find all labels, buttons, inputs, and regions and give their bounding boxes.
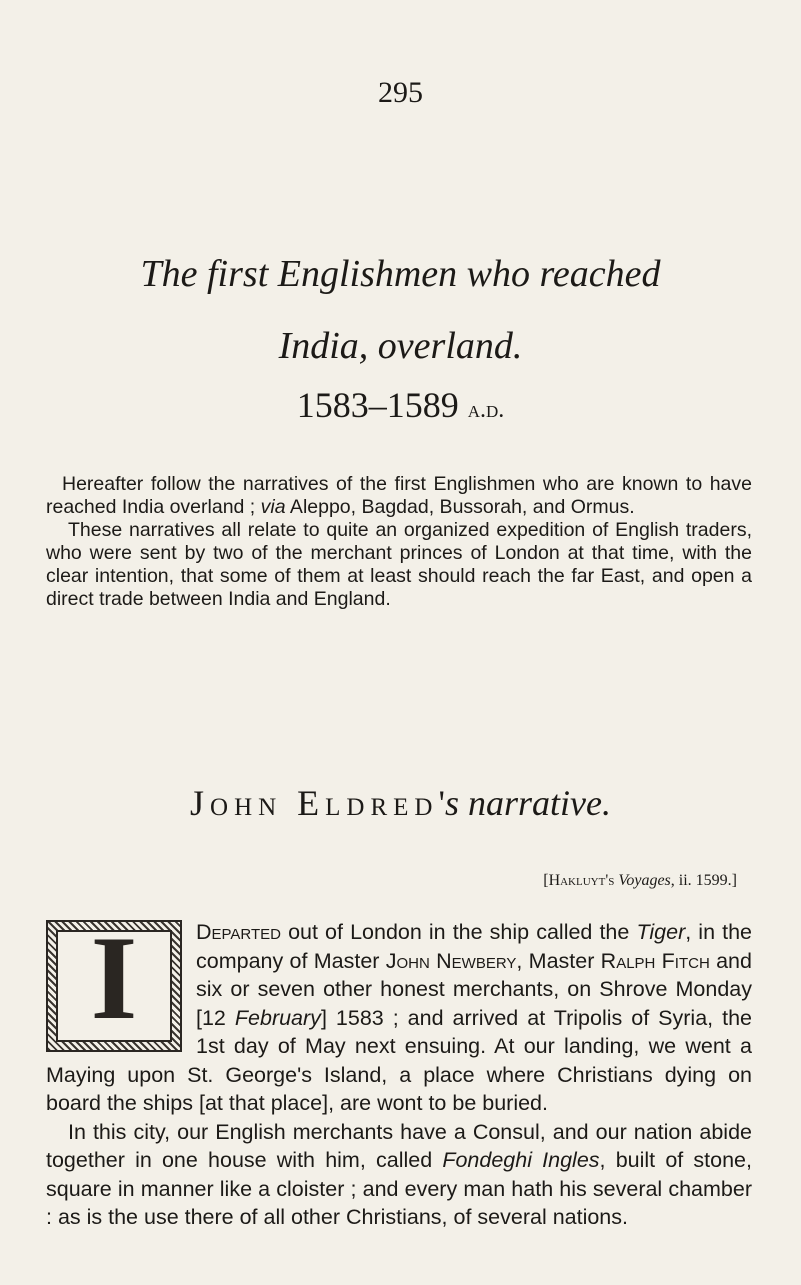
person-newbery: John Newbery bbox=[385, 948, 517, 973]
narrative-paragraph-2 bbox=[46, 1118, 752, 1232]
chapter-title-line-1: The first Englishmen who reached bbox=[140, 253, 661, 295]
narrative-p2-b: , built of stone, square in manner like a cloister ; and every man hath his several chamber : as is the use there of all other Christians, of several nations. bbox=[46, 1148, 752, 1229]
era-label: a.d. bbox=[467, 397, 505, 423]
narrative-p2-a: In this city, our English merchants have a Consul, and our nation abide together in one house with him, called bbox=[46, 1119, 752, 1172]
initial-spacer bbox=[46, 911, 196, 1056]
citation-author: Hakluyt's bbox=[548, 872, 615, 889]
month-february: February bbox=[234, 1005, 321, 1030]
narrative-p1-d: and six or seven other honest merchants, on Shrove Monday [12 bbox=[196, 948, 752, 1030]
chapter-title-line-2: India, overland. bbox=[278, 325, 523, 367]
person-fitch: Ralph Fitch bbox=[600, 948, 710, 973]
citation-ref: , ii. 1599.] bbox=[670, 872, 737, 889]
intro-p1-via: via bbox=[260, 496, 286, 518]
intro-text bbox=[46, 473, 752, 611]
intro-p1-text-b: Aleppo, Bagdad, Bussorah, and Ormus. bbox=[285, 496, 635, 518]
page-number: 295 bbox=[378, 76, 423, 109]
narrative-lead-word: Departed bbox=[196, 920, 281, 944]
section-author-name: John Eldred bbox=[190, 783, 439, 823]
narrative-p1-b: , in the company of Master bbox=[196, 920, 752, 973]
section-apostrophe: ' bbox=[438, 783, 445, 823]
intro-paragraph-1 bbox=[46, 473, 752, 519]
narrative-p1-c: , Master bbox=[516, 948, 601, 973]
citation-open: [ bbox=[543, 872, 549, 889]
narrative-text bbox=[46, 911, 752, 1232]
narrative-p1-a: out of London in the ship called the bbox=[281, 920, 637, 944]
ship-name: Tiger bbox=[636, 920, 686, 944]
citation-work: Voyages bbox=[618, 872, 671, 889]
source-citation bbox=[543, 872, 737, 890]
chapter-dates bbox=[0, 384, 801, 426]
section-heading bbox=[0, 782, 801, 824]
date-range: 1583–1589 bbox=[296, 385, 459, 425]
intro-paragraph-2: These narratives all relate to quite an organized expedition of English traders, who were sent by two of the merchant princes of London at that time, with the clear intention, that some of them at least should reach the far East, and open a direct trade between India and England. bbox=[46, 519, 752, 610]
narrative-p1-e: ] 1583 ; and arrived at Tripolis of Syria, the 1st day of May next ensuing. At our landing, we went a Maying upon St. George's Island, a place where Christians dying on board the ships [at that place], are wont to be buried. bbox=[46, 1005, 752, 1115]
section-title-suffix: s narrative. bbox=[445, 783, 611, 823]
initial-letter: I bbox=[90, 911, 138, 1044]
intro-p1-text-a: Hereafter follow the narratives of the first Englishmen who are known to have reached India overland ; bbox=[46, 473, 752, 518]
place-fondeghi-ingles: Fondeghi Ingles bbox=[442, 1148, 600, 1172]
